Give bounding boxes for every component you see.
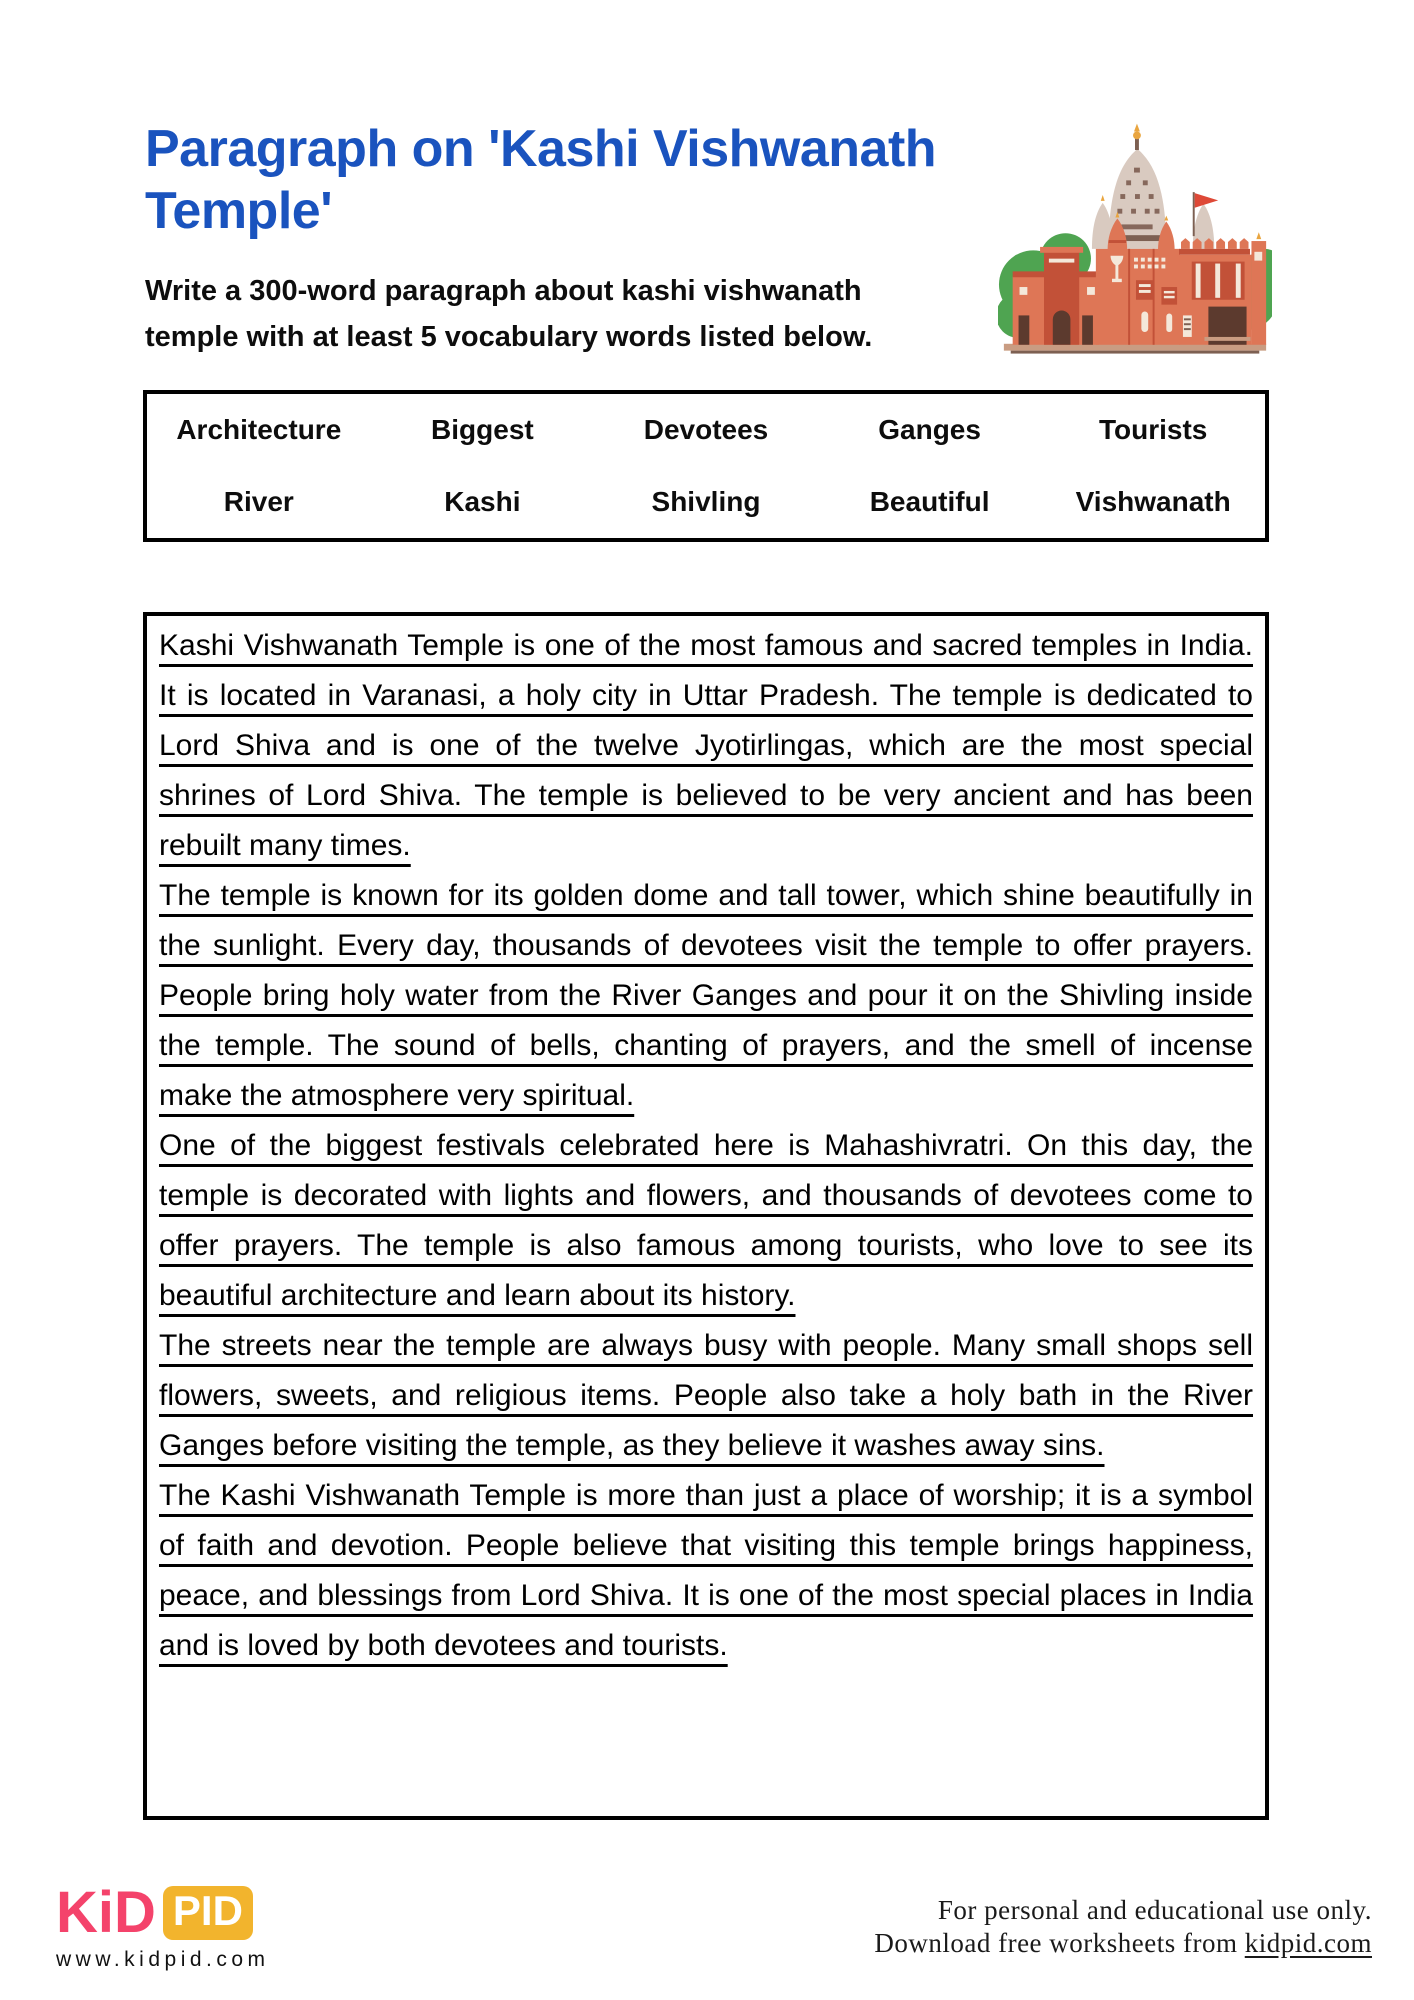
vocab-word: Devotees [643,414,769,445]
page-title-line1: Paragraph on 'Kashi Vishwanath [145,120,937,178]
footer-note-line2 [874,1927,1372,1960]
temple-illustration [998,116,1272,370]
vocab-word: Biggest [431,414,534,445]
essay-paragraph: The Kashi Vishwanath Temple is more than just a place of worship; it is a symbol of faith and devotion. People believe that visiting this temple brings happiness, peace, and blessings from Lord Shiva. It is one of the most special places in India and is loved by both devotees and tourists. [159,1479,1253,1662]
instruction-text [145,268,1005,360]
footer-note [874,1894,1372,1960]
logo-kid-text: KiD [56,1880,156,1945]
essay-paragraph: One of the biggest festivals celebrated here is Mahashivratri. On this day, the temple is decorated with lights and flowers, and thousands of devotees come to offer prayers. The temple is also famous among tourists, who love to see its beautiful architecture and learn about its history. [159,1129,1253,1312]
vocab-word: Tourists [1099,414,1208,445]
essay-paragraph: The streets near the temple are always busy with people. Many small shops sell flowers, sweets, and religious items. People also take a holy bath in the River Ganges before visiting the temple, as they believe it washes away sins. [159,1329,1253,1462]
kashi-vishwanath-temple-icon [998,116,1272,370]
kidpid-logo-row [56,1880,270,1945]
vocab-word: Vishwanath [1075,486,1231,517]
footer-note-line2-prefix: Download free worksheets from [874,1928,1245,1958]
temple-platform [1004,344,1266,351]
essay-paragraph: Kashi Vishwanath Temple is one of the most famous and sacred temples in India. It is located in Varanasi, a holy city in Uttar Pradesh. The temple is dedicated to Lord Shiva and is one of the twelve Jyotirlingas, which are the most special shrines of Lord Shiva. The temple is believed to be very ancient and has been rebuilt many times. [159,629,1253,862]
vocab-word: Kashi [444,486,521,517]
vocab-word: Shivling [651,486,761,517]
instruction-line1: Write a 300-word paragraph about kashi vishwanath [145,275,862,307]
logo-website-url: www.kidpid.com [56,1948,270,1971]
right-hall-building [1179,232,1266,345]
essay-paragraph: The temple is known for its golden dome and tall tower, which shine beautifully in the sunlight. Every day, thousands of devotees visit the temple to offer prayers. People bring holy water from the River Ganges and pour it on the Shivling inside the temple. The sound of bells, chanting of prayers, and the smell of incense make the atmosphere very spiritual. [159,879,1253,1112]
kidpid-logo [56,1880,270,1972]
vocab-word: Beautiful [869,486,990,517]
page-title-line2: Temple' [145,182,333,240]
vocab-word: Ganges [878,414,981,445]
footer-note-line1: For personal and educational use only. [937,1895,1372,1925]
essay-box [143,612,1269,1820]
kidpid-link[interactable]: kidpid.com [1244,1928,1372,1958]
instruction-line2: temple with at least 5 vocabulary words listed below. [145,321,873,353]
logo-pid-badge: PID [163,1886,253,1940]
vocab-word: Architecture [176,414,342,445]
vocab-box [143,390,1269,542]
vocab-word: River [223,486,294,517]
page-title [145,118,1045,242]
